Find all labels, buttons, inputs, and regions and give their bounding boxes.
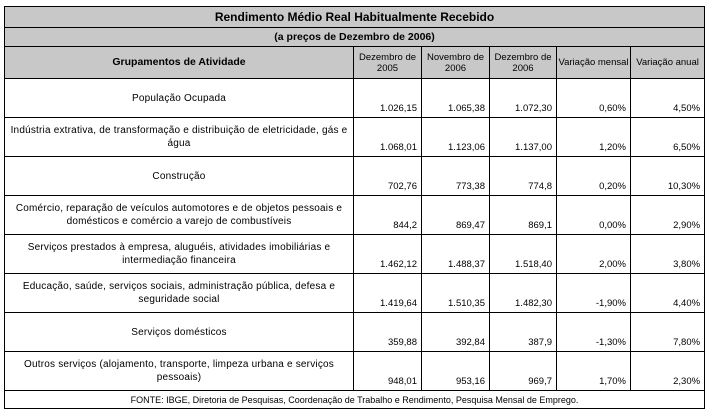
cell-dez2006: 1.518,40 bbox=[490, 235, 557, 274]
table-title: Rendimento Médio Real Habitualmente Recebido bbox=[5, 7, 705, 28]
cell-nov2006: 1.065,38 bbox=[422, 79, 490, 118]
header-group: Grupamentos de Atividade bbox=[5, 47, 354, 79]
cell-var-anual: 10,30% bbox=[631, 157, 705, 196]
row-label: População Ocupada bbox=[5, 79, 354, 118]
header-var-mensal: Variação mensal bbox=[557, 47, 631, 79]
cell-dez2005: 1.419,64 bbox=[354, 274, 422, 313]
cell-var-mensal: 1,20% bbox=[557, 118, 631, 157]
income-table bbox=[4, 6, 705, 409]
cell-nov2006: 392,84 bbox=[422, 313, 490, 352]
row-label: Serviços domésticos bbox=[5, 313, 354, 352]
cell-dez2006: 774,8 bbox=[490, 157, 557, 196]
table-row bbox=[5, 79, 705, 118]
cell-dez2005: 359,88 bbox=[354, 313, 422, 352]
cell-dez2006: 1.072,30 bbox=[490, 79, 557, 118]
cell-dez2005: 844,2 bbox=[354, 196, 422, 235]
cell-var-anual: 6,50% bbox=[631, 118, 705, 157]
cell-nov2006: 1.123,06 bbox=[422, 118, 490, 157]
cell-dez2005: 948,01 bbox=[354, 352, 422, 391]
cell-dez2006: 1.482,30 bbox=[490, 274, 557, 313]
table-row bbox=[5, 313, 705, 352]
cell-var-anual: 2,90% bbox=[631, 196, 705, 235]
table-row bbox=[5, 196, 705, 235]
cell-var-mensal: 1,70% bbox=[557, 352, 631, 391]
cell-nov2006: 773,38 bbox=[422, 157, 490, 196]
header-nov2006: Novembro de 2006 bbox=[422, 47, 490, 79]
table-row bbox=[5, 157, 705, 196]
cell-dez2005: 1.026,15 bbox=[354, 79, 422, 118]
cell-nov2006: 1.510,35 bbox=[422, 274, 490, 313]
cell-var-mensal: 0,60% bbox=[557, 79, 631, 118]
cell-var-anual: 7,80% bbox=[631, 313, 705, 352]
table-row bbox=[5, 274, 705, 313]
cell-dez2005: 1.462,12 bbox=[354, 235, 422, 274]
cell-var-anual: 2,30% bbox=[631, 352, 705, 391]
source-note: FONTE: IBGE, Diretoria de Pesquisas, Coordenação de Trabalho e Rendimento, Pesquisa Mensal de Emprego. bbox=[5, 391, 705, 409]
cell-nov2006: 1.488,37 bbox=[422, 235, 490, 274]
row-label: Educação, saúde, serviços sociais, administração pública, defesa e seguridade social bbox=[5, 274, 354, 313]
cell-dez2006: 387,9 bbox=[490, 313, 557, 352]
cell-var-mensal: 2,00% bbox=[557, 235, 631, 274]
row-label: Outros serviços (alojamento, transporte, limpeza urbana e serviços pessoais) bbox=[5, 352, 354, 391]
cell-dez2005: 702,76 bbox=[354, 157, 422, 196]
cell-nov2006: 869,47 bbox=[422, 196, 490, 235]
cell-var-mensal: -1,30% bbox=[557, 313, 631, 352]
header-dez2005: Dezembro de 2005 bbox=[354, 47, 422, 79]
row-label: Comércio, reparação de veículos automotores e de objetos pessoais e domésticos e comércio a varejo de combustíveis bbox=[5, 196, 354, 235]
row-label: Construção bbox=[5, 157, 354, 196]
cell-var-anual: 3,80% bbox=[631, 235, 705, 274]
header-var-anual: Variação anual bbox=[631, 47, 705, 79]
table-row bbox=[5, 352, 705, 391]
table-row bbox=[5, 118, 705, 157]
cell-dez2005: 1.068,01 bbox=[354, 118, 422, 157]
cell-dez2006: 1.137,00 bbox=[490, 118, 557, 157]
cell-var-mensal: -1,90% bbox=[557, 274, 631, 313]
table-subtitle: (a preços de Dezembro de 2006) bbox=[5, 28, 705, 47]
cell-var-mensal: 0,00% bbox=[557, 196, 631, 235]
row-label: Serviços prestados à empresa, aluguéis, atividades imobiliárias e intermediação financeira bbox=[5, 235, 354, 274]
cell-var-anual: 4,40% bbox=[631, 274, 705, 313]
cell-nov2006: 953,16 bbox=[422, 352, 490, 391]
cell-dez2006: 869,1 bbox=[490, 196, 557, 235]
table-row bbox=[5, 235, 705, 274]
cell-var-anual: 4,50% bbox=[631, 79, 705, 118]
cell-var-mensal: 0,20% bbox=[557, 157, 631, 196]
cell-dez2006: 969,7 bbox=[490, 352, 557, 391]
row-label: Indústria extrativa, de transformação e distribuição de eletricidade, gás e água bbox=[5, 118, 354, 157]
header-dez2006: Dezembro de 2006 bbox=[490, 47, 557, 79]
